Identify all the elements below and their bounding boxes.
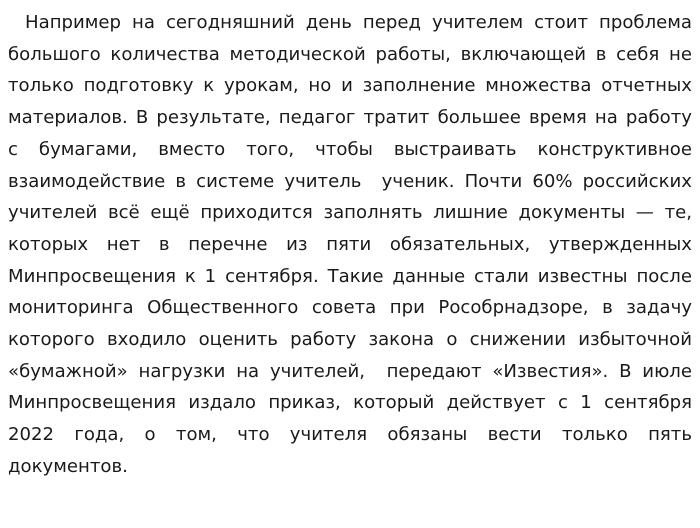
document-body [8,7,699,483]
body-paragraph: Например на сегодняшний день перед учителем стоит проблема большого количества методической работы, включающей в себя не только подготовку к урокам, но и заполнение множества отчетных материалов. В результате, педагог тратит большее время на работу с бумагами, вместо того, чтобы выстраивать конструктивное взаимодействие в системе учитель ученик. Почти 60% российских учителей всё ещё приходится заполнять лишние документы — те, которых нет в перечне из пяти обязательных, утвержденных Минпросвещения к 1 сентября. Такие данные стали известны после мониторинга Общественного совета при Рособрнадзоре, в задачу которого входило оценить работу закона о снижении избыточной «бумажной» нагрузки на учителей, передают «Известия». В июле Минпросвещения издало приказ, который действует с 1 сентября 2022 года, о том, что учителя обязаны вести только пять документов. [8,12,699,477]
